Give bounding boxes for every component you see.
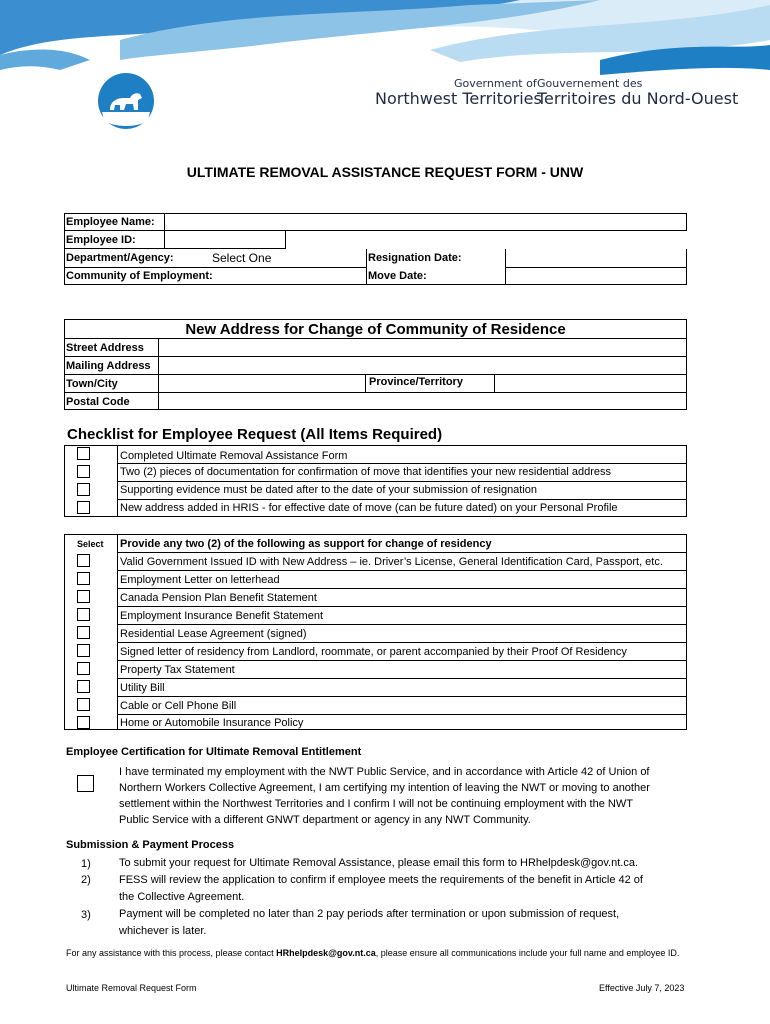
address-heading: New Address for Change of Community of Residence — [185, 321, 566, 338]
certification-checkbox[interactable] — [77, 775, 94, 792]
certification-line: Public Service with a different GNWT department or agency in any NWT Community. — [119, 814, 531, 826]
province-col-divider-a — [365, 374, 366, 392]
mailing-address-label: Mailing Address — [66, 360, 151, 372]
postal-code-input[interactable] — [160, 393, 685, 409]
support-divider-9 — [117, 714, 687, 715]
checklist-divider-1 — [117, 463, 687, 464]
support-checkbox-2[interactable] — [77, 572, 90, 585]
step-number: 1) — [81, 858, 91, 870]
certification-heading: Employee Certification for Ultimate Removal Entitlement — [66, 746, 362, 758]
support-checkbox-4[interactable] — [77, 608, 90, 621]
support-item: Canada Pension Plan Benefit Statement — [120, 592, 317, 604]
support-select-label: Select — [77, 539, 104, 549]
step-number: 2) — [81, 874, 91, 886]
certification-line: I have terminated my employment with the NWT Public Service, and in accordance with Article 42 of Union of — [119, 766, 650, 778]
gov-fr-small: Gouvernement des — [537, 77, 643, 90]
community-label: Community of Employment: — [66, 270, 213, 282]
support-checkbox-7[interactable] — [77, 662, 90, 675]
support-item: Property Tax Statement — [120, 664, 235, 676]
community-input[interactable] — [216, 268, 364, 284]
town-city-label: Town/City — [66, 378, 118, 390]
move-date-input[interactable] — [507, 268, 685, 284]
certification-text — [119, 764, 699, 828]
step-text-cont: whichever is later. — [119, 925, 207, 937]
checklist-item: Two (2) pieces of documentation for confirmation of move that identifies your new residential address — [120, 466, 611, 478]
address-col-divider — [158, 338, 159, 410]
employee-id-label: Employee ID: — [66, 234, 136, 246]
support-checkbox-1[interactable] — [77, 554, 90, 567]
employee-name-label: Employee Name: — [66, 216, 155, 228]
gov-en-small: Government of — [454, 77, 537, 90]
submission-heading: Submission & Payment Process — [66, 839, 235, 851]
step-number: 3) — [81, 909, 91, 921]
support-checkbox-10[interactable] — [77, 716, 90, 729]
assistance-prefix: For any assistance with this process, please contact — [66, 948, 277, 958]
support-item: Home or Automobile Insurance Policy — [120, 717, 304, 729]
resignation-date-input[interactable] — [507, 250, 685, 266]
checklist-checkbox-3[interactable] — [77, 483, 90, 496]
support-divider-6 — [117, 660, 687, 661]
checklist-checkbox-2[interactable] — [77, 465, 90, 478]
support-divider-5 — [117, 642, 687, 643]
support-item: Valid Government Issued ID with New Address – ie. Driver’s License, General Identification Card, Passport, etc. — [120, 556, 663, 568]
checklist-item: New address added in HRIS - for effective date of move (can be future dated) on your Personal Profile — [120, 502, 618, 514]
support-heading: Provide any two (2) of the following as support for change of residency — [120, 538, 492, 550]
employee-id-input[interactable] — [166, 232, 284, 248]
form-title: ULTIMATE REMOVAL ASSISTANCE REQUEST FORM - UNW — [186, 164, 584, 180]
support-divider-8 — [117, 696, 687, 697]
checklist-heading: Checklist for Employee Request (All Items Required) — [67, 426, 443, 443]
checklist-item: Completed Ultimate Removal Assistance Form — [120, 450, 348, 462]
support-divider-3 — [117, 606, 687, 607]
support-checkbox-5[interactable] — [77, 626, 90, 639]
support-divider-7 — [117, 678, 687, 679]
support-item: Employment Letter on letterhead — [120, 574, 280, 586]
step-text-cont: the Collective Agreement. — [119, 891, 245, 903]
support-divider-2 — [117, 588, 687, 589]
step-text: Payment will be completed no later than 2 pay periods after termination or upon submission of request, — [119, 908, 620, 920]
gov-en-big: Northwest Territories — [375, 89, 542, 108]
assistance-email-link[interactable]: HRhelpdesk@gov.nt.ca — [276, 948, 376, 958]
support-checkbox-9[interactable] — [77, 698, 90, 711]
support-item: Utility Bill — [120, 682, 165, 694]
street-address-input[interactable] — [160, 339, 685, 355]
employee-id-divider — [164, 231, 165, 249]
move-date-label: Move Date: — [368, 270, 427, 282]
support-divider-1 — [117, 570, 687, 571]
step-text: To submit your request for Ultimate Removal Assistance, please email this form to HRhelpdesk@gov.nt.ca. — [119, 857, 639, 869]
checklist-divider-2 — [117, 481, 687, 482]
support-checkbox-6[interactable] — [77, 644, 90, 657]
checklist-checkbox-1[interactable] — [77, 447, 90, 460]
employee-name-input[interactable] — [166, 214, 685, 230]
support-divider-0 — [117, 552, 687, 553]
dept-col-divider — [366, 249, 367, 285]
certification-line: settlement within the Northwest Territories and I confirm I will not be continuing employment with the NWT — [119, 798, 633, 810]
province-label: Province/Territory — [369, 376, 463, 388]
street-address-label: Street Address — [66, 342, 144, 354]
nwt-polar-bear-logo — [96, 72, 156, 130]
assistance-note — [66, 948, 679, 958]
checklist-item: Supporting evidence must be dated after to the date of your submission of resignation — [120, 484, 538, 496]
checklist-divider-3 — [117, 499, 687, 500]
resignation-date-label: Resignation Date: — [368, 252, 462, 264]
support-item: Residential Lease Agreement (signed) — [120, 628, 307, 640]
support-checkbox-3[interactable] — [77, 590, 90, 603]
province-col-divider-b — [494, 374, 495, 392]
support-item: Cable or Cell Phone Bill — [120, 700, 237, 712]
checklist-checkbox-4[interactable] — [77, 501, 90, 514]
postal-code-label: Postal Code — [66, 396, 130, 408]
department-select[interactable]: Select One — [212, 251, 272, 265]
support-item: Signed letter of residency from Landlord, roommate, or parent accompanied by their Proof Of Residency — [120, 646, 627, 658]
mailing-address-input[interactable] — [160, 357, 685, 373]
footer-effective-date: Effective July 7, 2023 — [599, 983, 685, 993]
support-item: Employment Insurance Benefit Statement — [120, 610, 323, 622]
assistance-suffix: , please ensure all communications include your full name and employee ID. — [375, 948, 680, 958]
certification-line: Northern Workers Collective Agreement, I am certifying my intention of leaving the NWT or moving to another — [119, 782, 650, 794]
support-col-divider — [117, 534, 118, 730]
department-label: Department/Agency: — [66, 252, 174, 264]
support-checkbox-8[interactable] — [77, 680, 90, 693]
step-text: FESS will review the application to confirm if employee meets the requirements of the benefit in Article 42 of — [119, 874, 643, 886]
support-divider-4 — [117, 624, 687, 625]
town-city-input[interactable] — [160, 375, 364, 391]
gov-fr-big: Territoires du Nord-Ouest — [537, 89, 739, 108]
footer-form-name: Ultimate Removal Request Form — [66, 983, 197, 993]
province-input[interactable] — [496, 375, 685, 391]
